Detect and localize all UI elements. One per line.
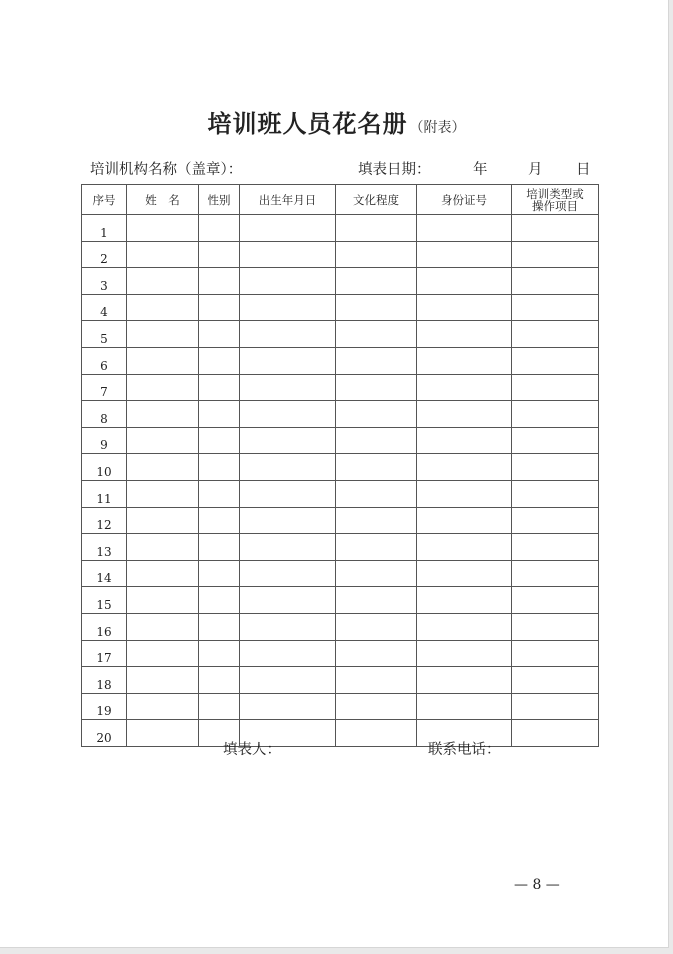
blank-cell (512, 507, 599, 534)
blank-cell (512, 241, 599, 268)
blank-cell (199, 215, 240, 242)
column-header: 身份证号 (417, 185, 512, 215)
row-number: 4 (82, 294, 127, 321)
blank-cell (417, 454, 512, 481)
blank-cell (417, 321, 512, 348)
blank-cell (336, 587, 417, 614)
blank-cell (417, 507, 512, 534)
blank-cell (199, 401, 240, 428)
blank-cell (240, 613, 336, 640)
blank-cell (199, 640, 240, 667)
table-row (82, 613, 599, 640)
table-row (82, 507, 599, 534)
date-year-label: 年 (473, 162, 488, 178)
blank-cell (417, 427, 512, 454)
row-number: 9 (82, 427, 127, 454)
roster-table (81, 184, 599, 747)
blank-cell (199, 241, 240, 268)
blank-cell (417, 560, 512, 587)
table-row (82, 268, 599, 295)
row-number: 8 (82, 401, 127, 428)
blank-cell (512, 321, 599, 348)
column-header: 出生年月日 (240, 185, 336, 215)
blank-cell (240, 667, 336, 694)
blank-cell (240, 241, 336, 268)
table-row (82, 534, 599, 561)
org-label: 培训机构名称（盖章）： (90, 162, 243, 178)
blank-cell (240, 268, 336, 295)
blank-cell (512, 215, 599, 242)
blank-cell (240, 401, 336, 428)
blank-cell (417, 347, 512, 374)
blank-cell (417, 401, 512, 428)
row-number: 15 (82, 587, 127, 614)
blank-cell (417, 374, 512, 401)
column-header: 序号 (82, 185, 127, 215)
blank-cell (512, 640, 599, 667)
blank-cell (417, 241, 512, 268)
blank-cell (336, 507, 417, 534)
blank-cell (199, 587, 240, 614)
blank-cell (127, 401, 199, 428)
blank-cell (417, 294, 512, 321)
blank-cell (336, 347, 417, 374)
blank-cell (336, 720, 417, 747)
row-number: 3 (82, 268, 127, 295)
blank-cell (127, 693, 199, 720)
blank-cell (199, 347, 240, 374)
table-row (82, 215, 599, 242)
blank-cell (417, 268, 512, 295)
row-number: 5 (82, 321, 127, 348)
blank-cell (199, 480, 240, 507)
table-row (82, 693, 599, 720)
row-number: 17 (82, 640, 127, 667)
blank-cell (512, 587, 599, 614)
blank-cell (336, 427, 417, 454)
row-number: 6 (82, 347, 127, 374)
blank-cell (512, 693, 599, 720)
blank-cell (199, 321, 240, 348)
blank-cell (336, 534, 417, 561)
table-row (82, 454, 599, 481)
blank-cell (336, 480, 417, 507)
title-block (0, 104, 673, 139)
column-header: 性别 (199, 185, 240, 215)
date-label: 填表日期： (358, 162, 431, 178)
date-day-label: 日 (576, 162, 591, 178)
blank-cell (127, 667, 199, 694)
blank-cell (199, 427, 240, 454)
blank-cell (336, 667, 417, 694)
blank-cell (336, 693, 417, 720)
blank-cell (127, 321, 199, 348)
column-header: 培训类型或 操作项目 (512, 185, 599, 215)
blank-cell (417, 667, 512, 694)
row-number: 18 (82, 667, 127, 694)
column-header: 文化程度 (336, 185, 417, 215)
table-row (82, 401, 599, 428)
blank-cell (417, 215, 512, 242)
blank-cell (512, 560, 599, 587)
table-row (82, 480, 599, 507)
table-row (82, 294, 599, 321)
blank-cell (512, 347, 599, 374)
table-row (82, 560, 599, 587)
blank-cell (199, 294, 240, 321)
row-number: 12 (82, 507, 127, 534)
blank-cell (336, 321, 417, 348)
table-row (82, 640, 599, 667)
blank-cell (512, 401, 599, 428)
blank-cell (240, 215, 336, 242)
blank-cell (336, 640, 417, 667)
blank-cell (512, 268, 599, 295)
row-number: 2 (82, 241, 127, 268)
table-row (82, 427, 599, 454)
blank-cell (199, 374, 240, 401)
blank-cell (417, 693, 512, 720)
blank-cell (240, 587, 336, 614)
row-number: 11 (82, 480, 127, 507)
blank-cell (127, 454, 199, 481)
page-title: 培训班人员花名册 (207, 109, 408, 138)
blank-cell (240, 507, 336, 534)
date-month-label: 月 (528, 162, 543, 178)
blank-cell (240, 454, 336, 481)
blank-cell (336, 374, 417, 401)
blank-cell (240, 560, 336, 587)
blank-cell (336, 241, 417, 268)
row-number: 1 (82, 215, 127, 242)
blank-cell (240, 427, 336, 454)
table-row (82, 347, 599, 374)
blank-cell (199, 507, 240, 534)
blank-cell (127, 268, 199, 295)
blank-cell (240, 534, 336, 561)
blank-cell (127, 427, 199, 454)
table-row (82, 374, 599, 401)
blank-cell (336, 268, 417, 295)
row-number: 16 (82, 613, 127, 640)
blank-cell (199, 268, 240, 295)
table-row (82, 667, 599, 694)
blank-cell (127, 640, 199, 667)
blank-cell (199, 693, 240, 720)
blank-cell (127, 534, 199, 561)
blank-cell (417, 640, 512, 667)
blank-cell (127, 241, 199, 268)
blank-cell (417, 534, 512, 561)
blank-cell (199, 534, 240, 561)
blank-cell (127, 480, 199, 507)
blank-cell (199, 613, 240, 640)
blank-cell (127, 507, 199, 534)
blank-cell (512, 534, 599, 561)
row-number: 13 (82, 534, 127, 561)
page-number: — 8 — (514, 877, 560, 893)
row-number: 19 (82, 693, 127, 720)
filler-label: 填表人： (223, 742, 281, 758)
blank-cell (127, 613, 199, 640)
blank-cell (417, 480, 512, 507)
blank-cell (512, 427, 599, 454)
blank-cell (240, 321, 336, 348)
blank-cell (199, 454, 240, 481)
blank-cell (417, 587, 512, 614)
row-number: 14 (82, 560, 127, 587)
blank-cell (127, 374, 199, 401)
blank-cell (199, 667, 240, 694)
blank-cell (512, 454, 599, 481)
blank-cell (127, 587, 199, 614)
blank-cell (127, 560, 199, 587)
row-number: 20 (82, 720, 127, 747)
table-row (82, 587, 599, 614)
blank-cell (417, 613, 512, 640)
table-row (82, 241, 599, 268)
blank-cell (512, 667, 599, 694)
blank-cell (336, 215, 417, 242)
blank-cell (240, 294, 336, 321)
blank-cell (127, 347, 199, 374)
table-body (82, 215, 599, 747)
blank-cell (127, 720, 199, 747)
blank-cell (336, 294, 417, 321)
table-row (82, 321, 599, 348)
blank-cell (240, 693, 336, 720)
blank-cell (240, 640, 336, 667)
row-number: 7 (82, 374, 127, 401)
blank-cell (336, 613, 417, 640)
blank-cell (512, 613, 599, 640)
blank-cell (512, 720, 599, 747)
table-header-row (82, 185, 599, 215)
blank-cell (240, 347, 336, 374)
blank-cell (199, 560, 240, 587)
blank-cell (240, 480, 336, 507)
blank-cell (512, 374, 599, 401)
page-subtitle: （附表） (409, 120, 466, 136)
blank-cell (336, 454, 417, 481)
column-header: 姓 名 (127, 185, 199, 215)
row-number: 10 (82, 454, 127, 481)
blank-cell (336, 560, 417, 587)
blank-cell (240, 374, 336, 401)
table-row (82, 720, 599, 747)
phone-label: 联系电话： (428, 742, 501, 758)
blank-cell (512, 480, 599, 507)
blank-cell (336, 401, 417, 428)
blank-cell (512, 294, 599, 321)
blank-cell (127, 215, 199, 242)
blank-cell (127, 294, 199, 321)
